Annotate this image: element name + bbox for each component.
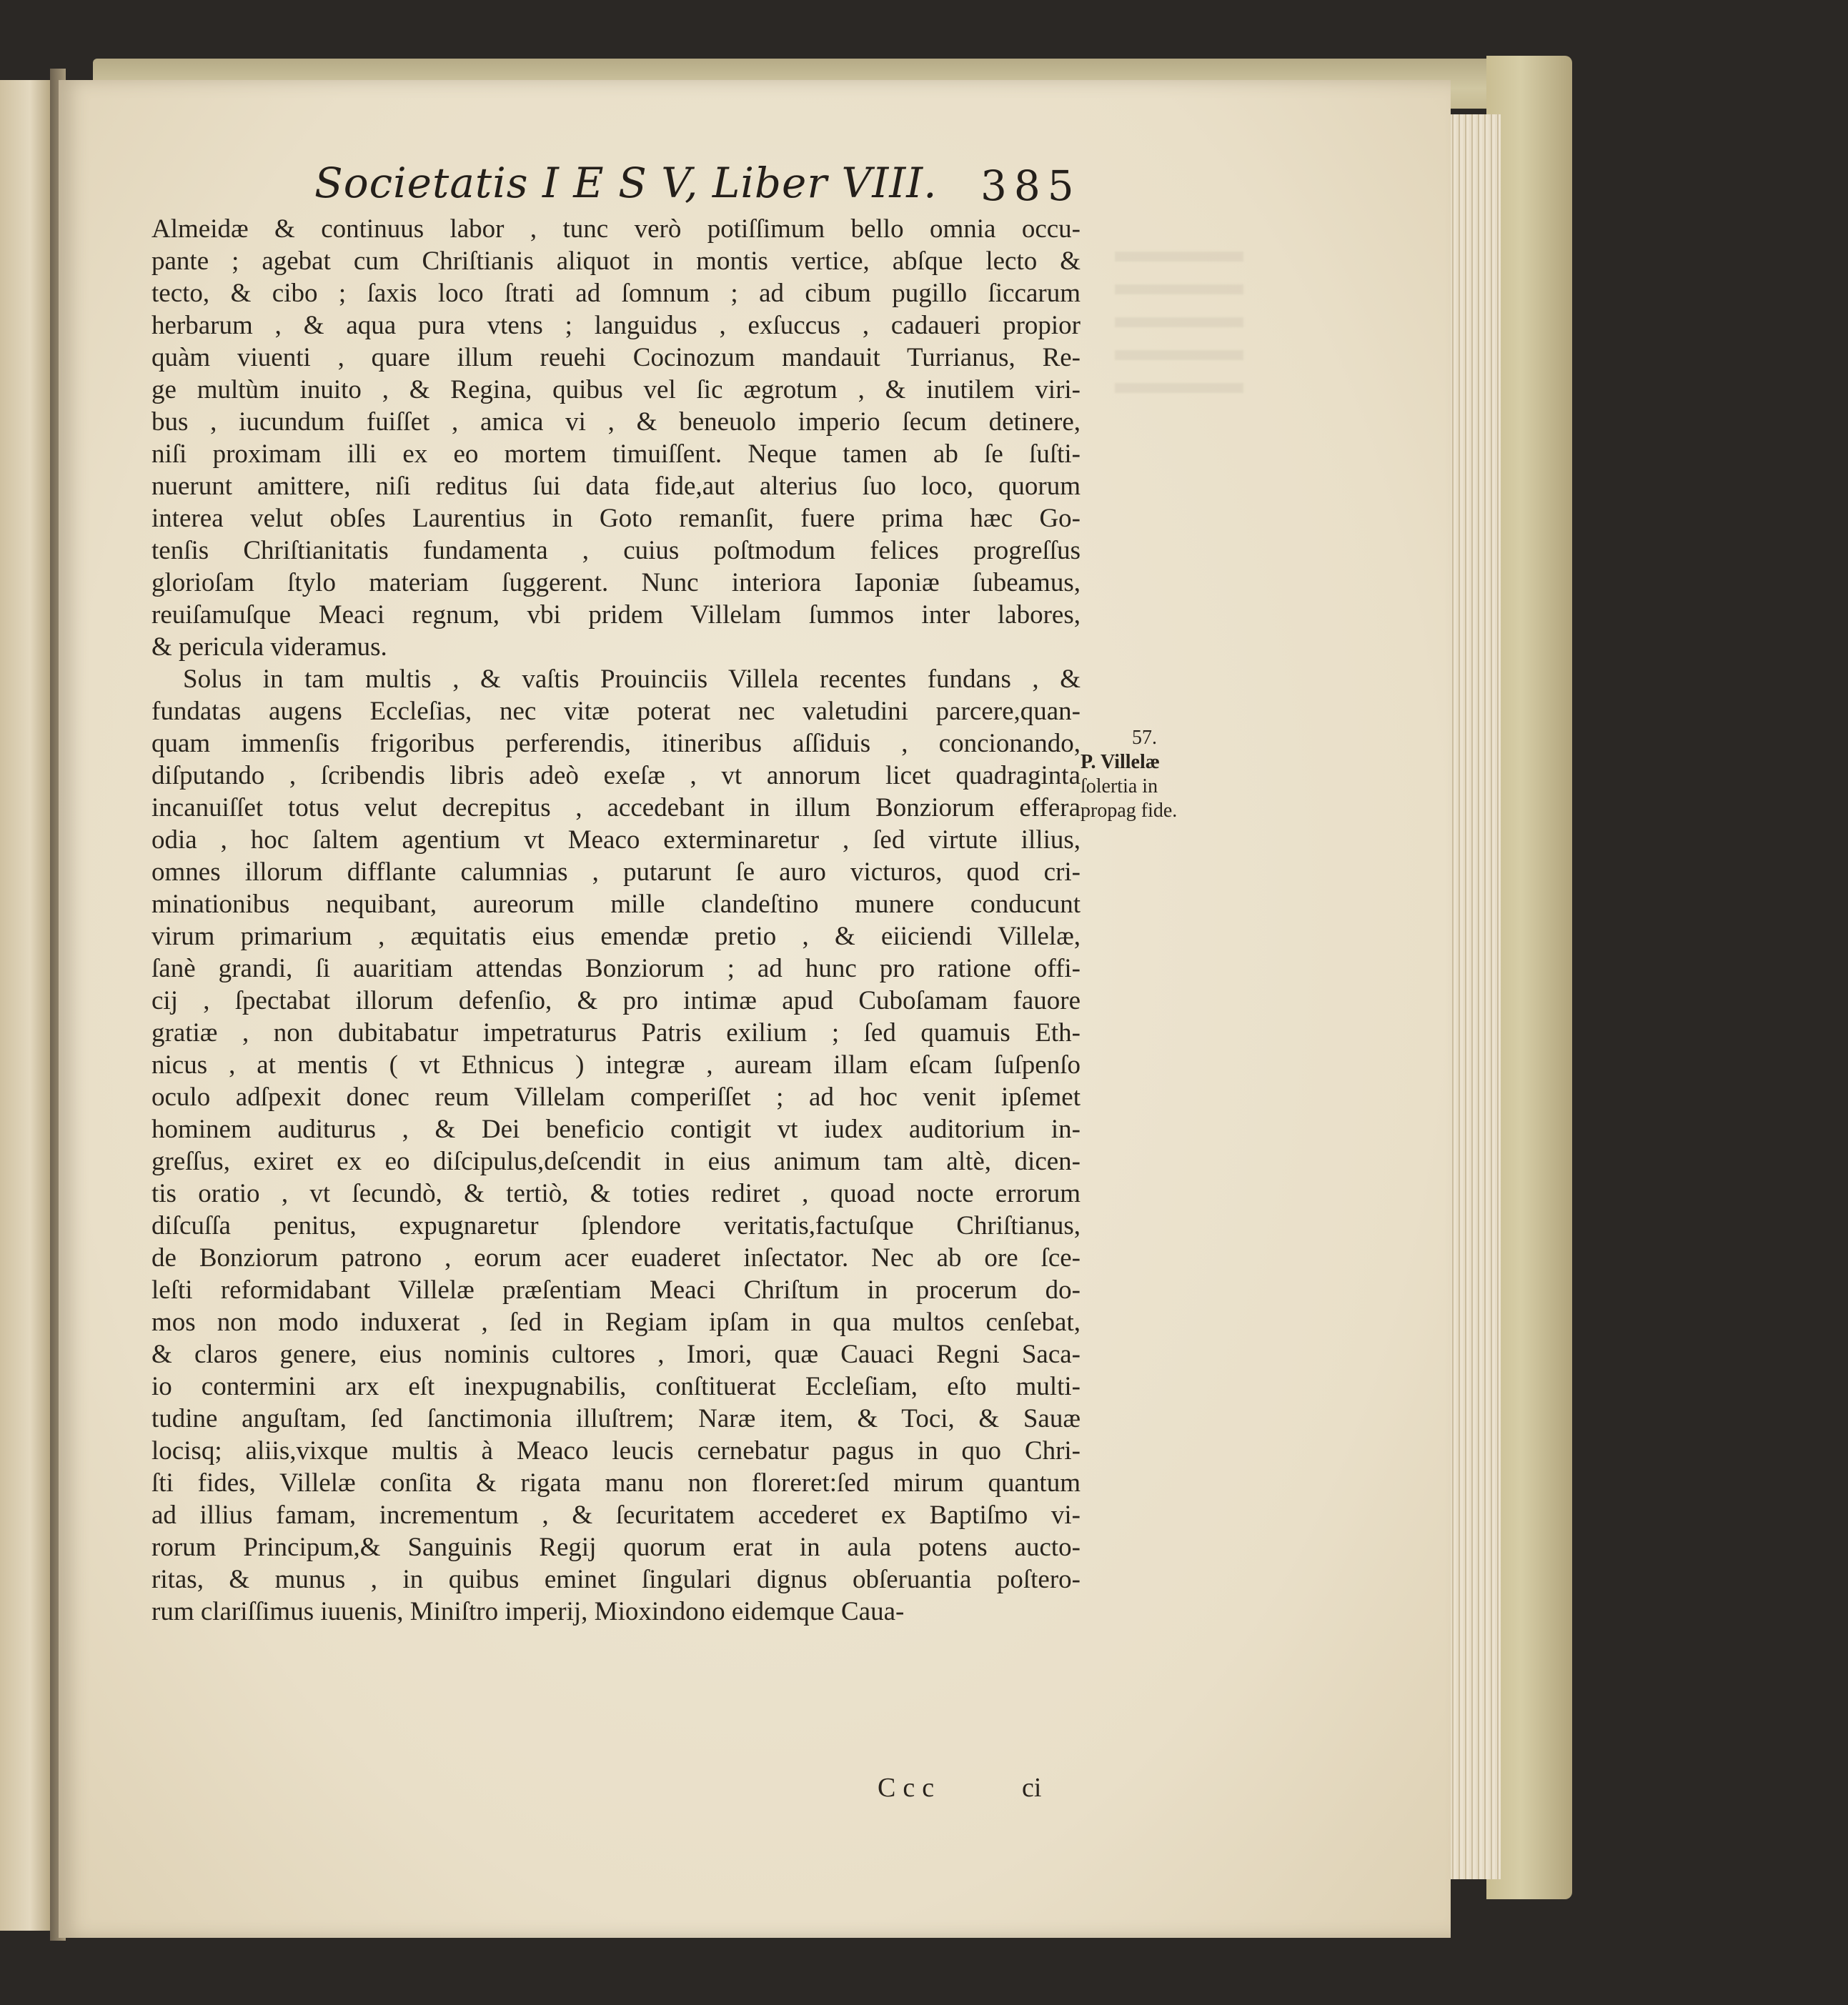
text-line: & claros genere, eius nominis cultores , Imori, quæ Cauaci Regni Saca- xyxy=(151,1340,1081,1369)
facing-page-edge xyxy=(0,80,51,1931)
text-line: bus , iucundum fuiſſet , amica vi , & beneuolo imperio ſecum detinere, xyxy=(151,407,1081,437)
text-line: de Bonziorum patrono , eorum acer euaderet inſectator. Nec ab ore ſce- xyxy=(151,1243,1081,1273)
text-line: ritas, & munus , in quibus eminet ſingulari dignus obſeruantia poſtero- xyxy=(151,1565,1081,1594)
text-line: quam immenſis frigoribus perferendis, itineribus aſſiduis , concionando, xyxy=(151,729,1081,758)
text-line: oculo adſpexit donec reum Villelam comperiſſet ; ad hoc venit ipſemet xyxy=(151,1083,1081,1112)
marginal-note-line: ſolertia in xyxy=(1081,775,1158,797)
text-line: mos non modo induxerat , ſed in Regiam ipſam in qua multos cenſebat, xyxy=(151,1308,1081,1337)
body-text xyxy=(151,213,1081,1814)
text-line: omnes illorum difflante calumnias , putarunt ſe auro victuros, quod cri- xyxy=(151,857,1081,887)
text-line: cij , ſpectabat illorum defenſio, & pro intimæ apud Cuboſamam fauore xyxy=(151,986,1081,1015)
text-line: interea velut obſes Laurentius in Goto remanſit, fuere prima hæc Go- xyxy=(151,504,1081,533)
text-line: ſti fides, Villelæ conſita & rigata manu non floreret:ſed mirum quantum xyxy=(151,1468,1081,1498)
text-line: rorum Principum,& Sanguinis Regij quorum erat in aula potens aucto- xyxy=(151,1533,1081,1562)
text-line: gratiæ , non dubitabatur impetraturus Patris exilium ; ſed quamuis Eth- xyxy=(151,1018,1081,1048)
text-line: & pericula videramus. xyxy=(151,632,387,662)
text-line: herbarum , & aqua pura vtens ; languidus , exſuccus , cadaueri propior xyxy=(151,311,1081,340)
page-block-edges xyxy=(1444,114,1501,1879)
text-line: nuerunt amittere, niſi reditus ſui data fide,aut alterius ſuo loco, quorum xyxy=(151,472,1081,501)
text-line: fundatas augens Eccleſias, nec vitæ poterat nec valetudini parcere,quan- xyxy=(151,697,1081,726)
text-line: locisq; aliis,vixque multis à Meaco leucis cernebatur pagus in quo Chri- xyxy=(151,1436,1081,1466)
text-line: minationibus nequibant, aureorum mille clandeſtino munere conducunt xyxy=(151,890,1081,919)
page-number: 385 xyxy=(980,161,1081,210)
text-line: io contermini arx eſt inexpugnabilis, conſtituerat Eccleſiam, eſto multi- xyxy=(151,1372,1081,1401)
marginal-note-number: 57. xyxy=(1132,727,1157,749)
text-line: quàm viuenti , quare illum reuehi Cocinozum mandauit Turrianus, Re- xyxy=(151,343,1081,372)
text-line: greſſus, exiret ex eo diſcipulus,deſcendit in eius animum tam altè, dicen- xyxy=(151,1147,1081,1176)
text-line: glorioſam ſtylo materiam ſuggerent. Nunc interiora Iaponiæ ſubeamus, xyxy=(151,568,1081,597)
text-line: Solus in tam multis , & vaſtis Prouinciis Villela recentes fundans , & xyxy=(183,665,1081,694)
text-line: diſputando , ſcribendis libris adeò exeſæ , vt annorum licet quadraginta xyxy=(151,761,1081,790)
marginal-note-line: P. Villelæ xyxy=(1081,751,1160,773)
text-line: virum primarium , æquitatis eius emendæ pretio , & eiiciendi Villelæ, xyxy=(151,922,1081,951)
text-line: reuiſamuſque Meaci regnum, vbi pridem Villelam ſummos inter labores, xyxy=(151,600,1081,630)
text-line: odia , hoc ſaltem agentium vt Meaco exterminaretur , ſed virtute illius, xyxy=(151,825,1081,855)
text-line: leſti reformidabant Villelæ præſentiam Meaci Chriſtum in procerum do- xyxy=(151,1275,1081,1305)
text-line: ſanè grandi, ſi auaritiam attendas Bonziorum ; ad hunc pro ratione offi- xyxy=(151,954,1081,983)
bleed-through-marks xyxy=(1115,236,1243,393)
catchword: ci xyxy=(1022,1773,1042,1803)
text-line: ge multùm inuito , & Regina, quibus vel ſic ægrotum , & inutilem viri- xyxy=(151,375,1081,404)
text-line: tenſis Chriſtianitatis fundamenta , cuius poſtmodum felices progreſſus xyxy=(151,536,1081,565)
text-line: Almeidæ & continuus labor , tunc verò potiſſimum bello omnia occu- xyxy=(151,214,1081,244)
text-line: tecto, & cibo ; ſaxis loco ſtrati ad ſomnum ; ad cibum pugillo ſiccarum xyxy=(151,279,1081,308)
marginal-note xyxy=(1081,726,1245,823)
text-line: rum clariſſimus iuuenis, Miniſtro imperij, Mioxindono eidemque Caua- xyxy=(151,1597,905,1626)
text-line: pante ; agebat cum Chriſtianis aliquot in montis vertice, abſque lecto & xyxy=(151,247,1081,276)
text-line: tis oratio , vt ſecundò, & tertiò, & toties rediret , quoad nocte errorum xyxy=(151,1179,1081,1208)
signature-mark: Ccc xyxy=(878,1773,942,1803)
text-line: diſcuſſa penitus, expugnaretur ſplendore veritatis,factuſque Chriſtianus, xyxy=(151,1211,1081,1240)
text-line: niſi proximam illi ex eo mortem timuiſſent. Neque tamen ab ſe ſuſti- xyxy=(151,439,1081,469)
text-line: hominem auditurus , & Dei beneficio contigit vt iudex auditorium in- xyxy=(151,1115,1081,1144)
text-line: incanuiſſet totus velut decrepitus , accedebant in illum Bonziorum effera xyxy=(151,793,1081,822)
marginal-note-line: propag fide. xyxy=(1081,800,1178,822)
text-line: ad illius famam, incrementum , & ſecuritatem accederet ex Baptiſmo vi- xyxy=(151,1501,1081,1530)
text-line: tudine anguſtam, ſed ſanctimonia illuſtrem; Naræ item, & Toci, & Sauæ xyxy=(151,1404,1081,1433)
text-line: nicus , at mentis ( vt Ethnicus ) integræ , auream illam eſcam ſuſpenſo xyxy=(151,1050,1081,1080)
running-title: Societatis I E S V, Liber VIII. xyxy=(314,159,938,207)
